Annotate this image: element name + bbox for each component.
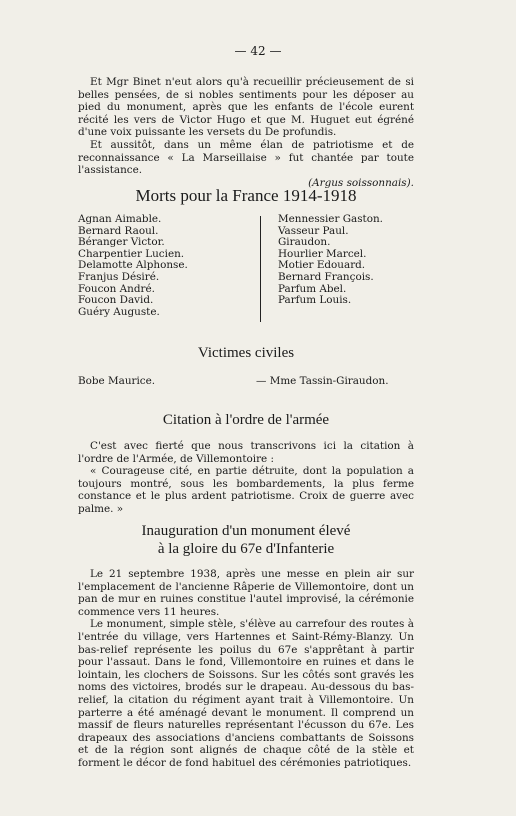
inauguration-paragraph-2: Le monument, simple stèle, s'élève au carrefour des routes à l'entrée du village, vers Hartennes et Saint-Rémy-Blanzy. Un bas-relief représente les poilus du 67e s'apprêtant à partir pour l'assaut. Dans le fond, Villemontoire en ruines et dans le lointain, les clochers de Soissons. Sur les côtés sont gravés les noms des victoires, brodés sur le drapeau. Au-dessous du bas-relief, la citation du régiment ayant trait à Villemontoire. Un parterre a été aménagé devant le monument. Il comprend un massif de fleurs naturelles représentant l'écusson du 67e. Les drapeaux des associations d'anciens combattants de Soissons et de la région sont alignés de chaque côté de la stèle et forment le décor de fond habituel des cérémonies patriotiques.: [78, 618, 414, 769]
inauguration-paragraph-1: Le 21 septembre 1938, après une messe en plein air sur l'emplacement de l'ancienne Râperie de Villemontoire, dont un pan de mur en ruines constitue l'autel improvisé, la cérémonie commence vers 11 heures.: [78, 568, 414, 618]
list-item: Giraudon.: [278, 236, 331, 249]
list-item: Guéry Auguste.: [78, 305, 160, 318]
list-item: Bobe Maurice.: [78, 375, 156, 387]
list-item: Foucon David.: [78, 294, 154, 307]
intro-paragraph-1: Et Mgr Binet n'eut alors qu'à recueillir précieusement de si belles pensées, de si nobles sentiments pour les déposer au pied du monument, après que les enfants de l'école eurent récité les vers de Victor Hugo et que M. Huguet eut égréné d'une voix puissante les versets du De profundis.: [78, 76, 414, 139]
victimes-list: [78, 376, 414, 390]
citation-paragraph-1: C'est avec fierté que nous transcrivons ici la citation à l'ordre de l'Armée, de Villemontoire :: [78, 440, 414, 465]
list-item: Bernard Raoul.: [78, 224, 159, 237]
list-item: Béranger Victor.: [78, 236, 165, 249]
morts-right-column: [278, 214, 418, 307]
inauguration-title-line-1: Inauguration d'un monument élevé: [141, 523, 351, 539]
list-item: Parfum Abel.: [278, 282, 347, 295]
morts-left-column: [78, 214, 248, 318]
column-divider: [260, 216, 261, 322]
list-item: Mennessier Gaston.: [278, 213, 383, 225]
list-item: Foucon André.: [78, 282, 155, 295]
list-item: Parfum Louis.: [278, 294, 352, 307]
list-item: Agnan Aimable.: [78, 213, 162, 225]
list-item: Hourlier Marcel.: [278, 247, 367, 260]
citation-text: [78, 440, 414, 516]
morts-list: [78, 214, 414, 326]
list-item: Vasseur Paul.: [278, 224, 349, 237]
inauguration-title: [78, 522, 414, 558]
citation-paragraph-2: « Courageuse cité, en partie détruite, dont la population a toujours montré, sous les bombardements, la plus ferme constance et le plus ardent patriotisme. Croix de guerre avec palme. »: [78, 465, 414, 515]
victimes-title: Victimes civiles: [197, 345, 295, 361]
list-item: Franjus Désiré.: [78, 270, 160, 283]
list-item: Bernard François.: [278, 270, 374, 283]
list-item: Motier Edouard.: [278, 259, 366, 272]
intro-paragraph-2: Et aussitôt, dans un même élan de patriotisme et de reconnaissance « La Marseillaise » fut chantée par toute l'assistance.: [78, 138, 414, 177]
list-item: Charpentier Lucien.: [78, 247, 185, 260]
list-item: — Mme Tassin-Giraudon.: [256, 375, 389, 387]
inauguration-text: [78, 568, 414, 770]
citation-title: Citation à l'ordre de l'armée: [162, 412, 330, 428]
source-signature: (Argus soissonnais).: [308, 176, 414, 189]
page-number: — 42 —: [234, 44, 282, 58]
morts-title: Morts pour la France 1914-1918: [135, 186, 357, 205]
intro-text: [78, 76, 414, 189]
inauguration-title-line-2: à la gloire du 67e d'Infanterie: [157, 541, 335, 557]
list-item: Delamotte Alphonse.: [78, 259, 188, 272]
